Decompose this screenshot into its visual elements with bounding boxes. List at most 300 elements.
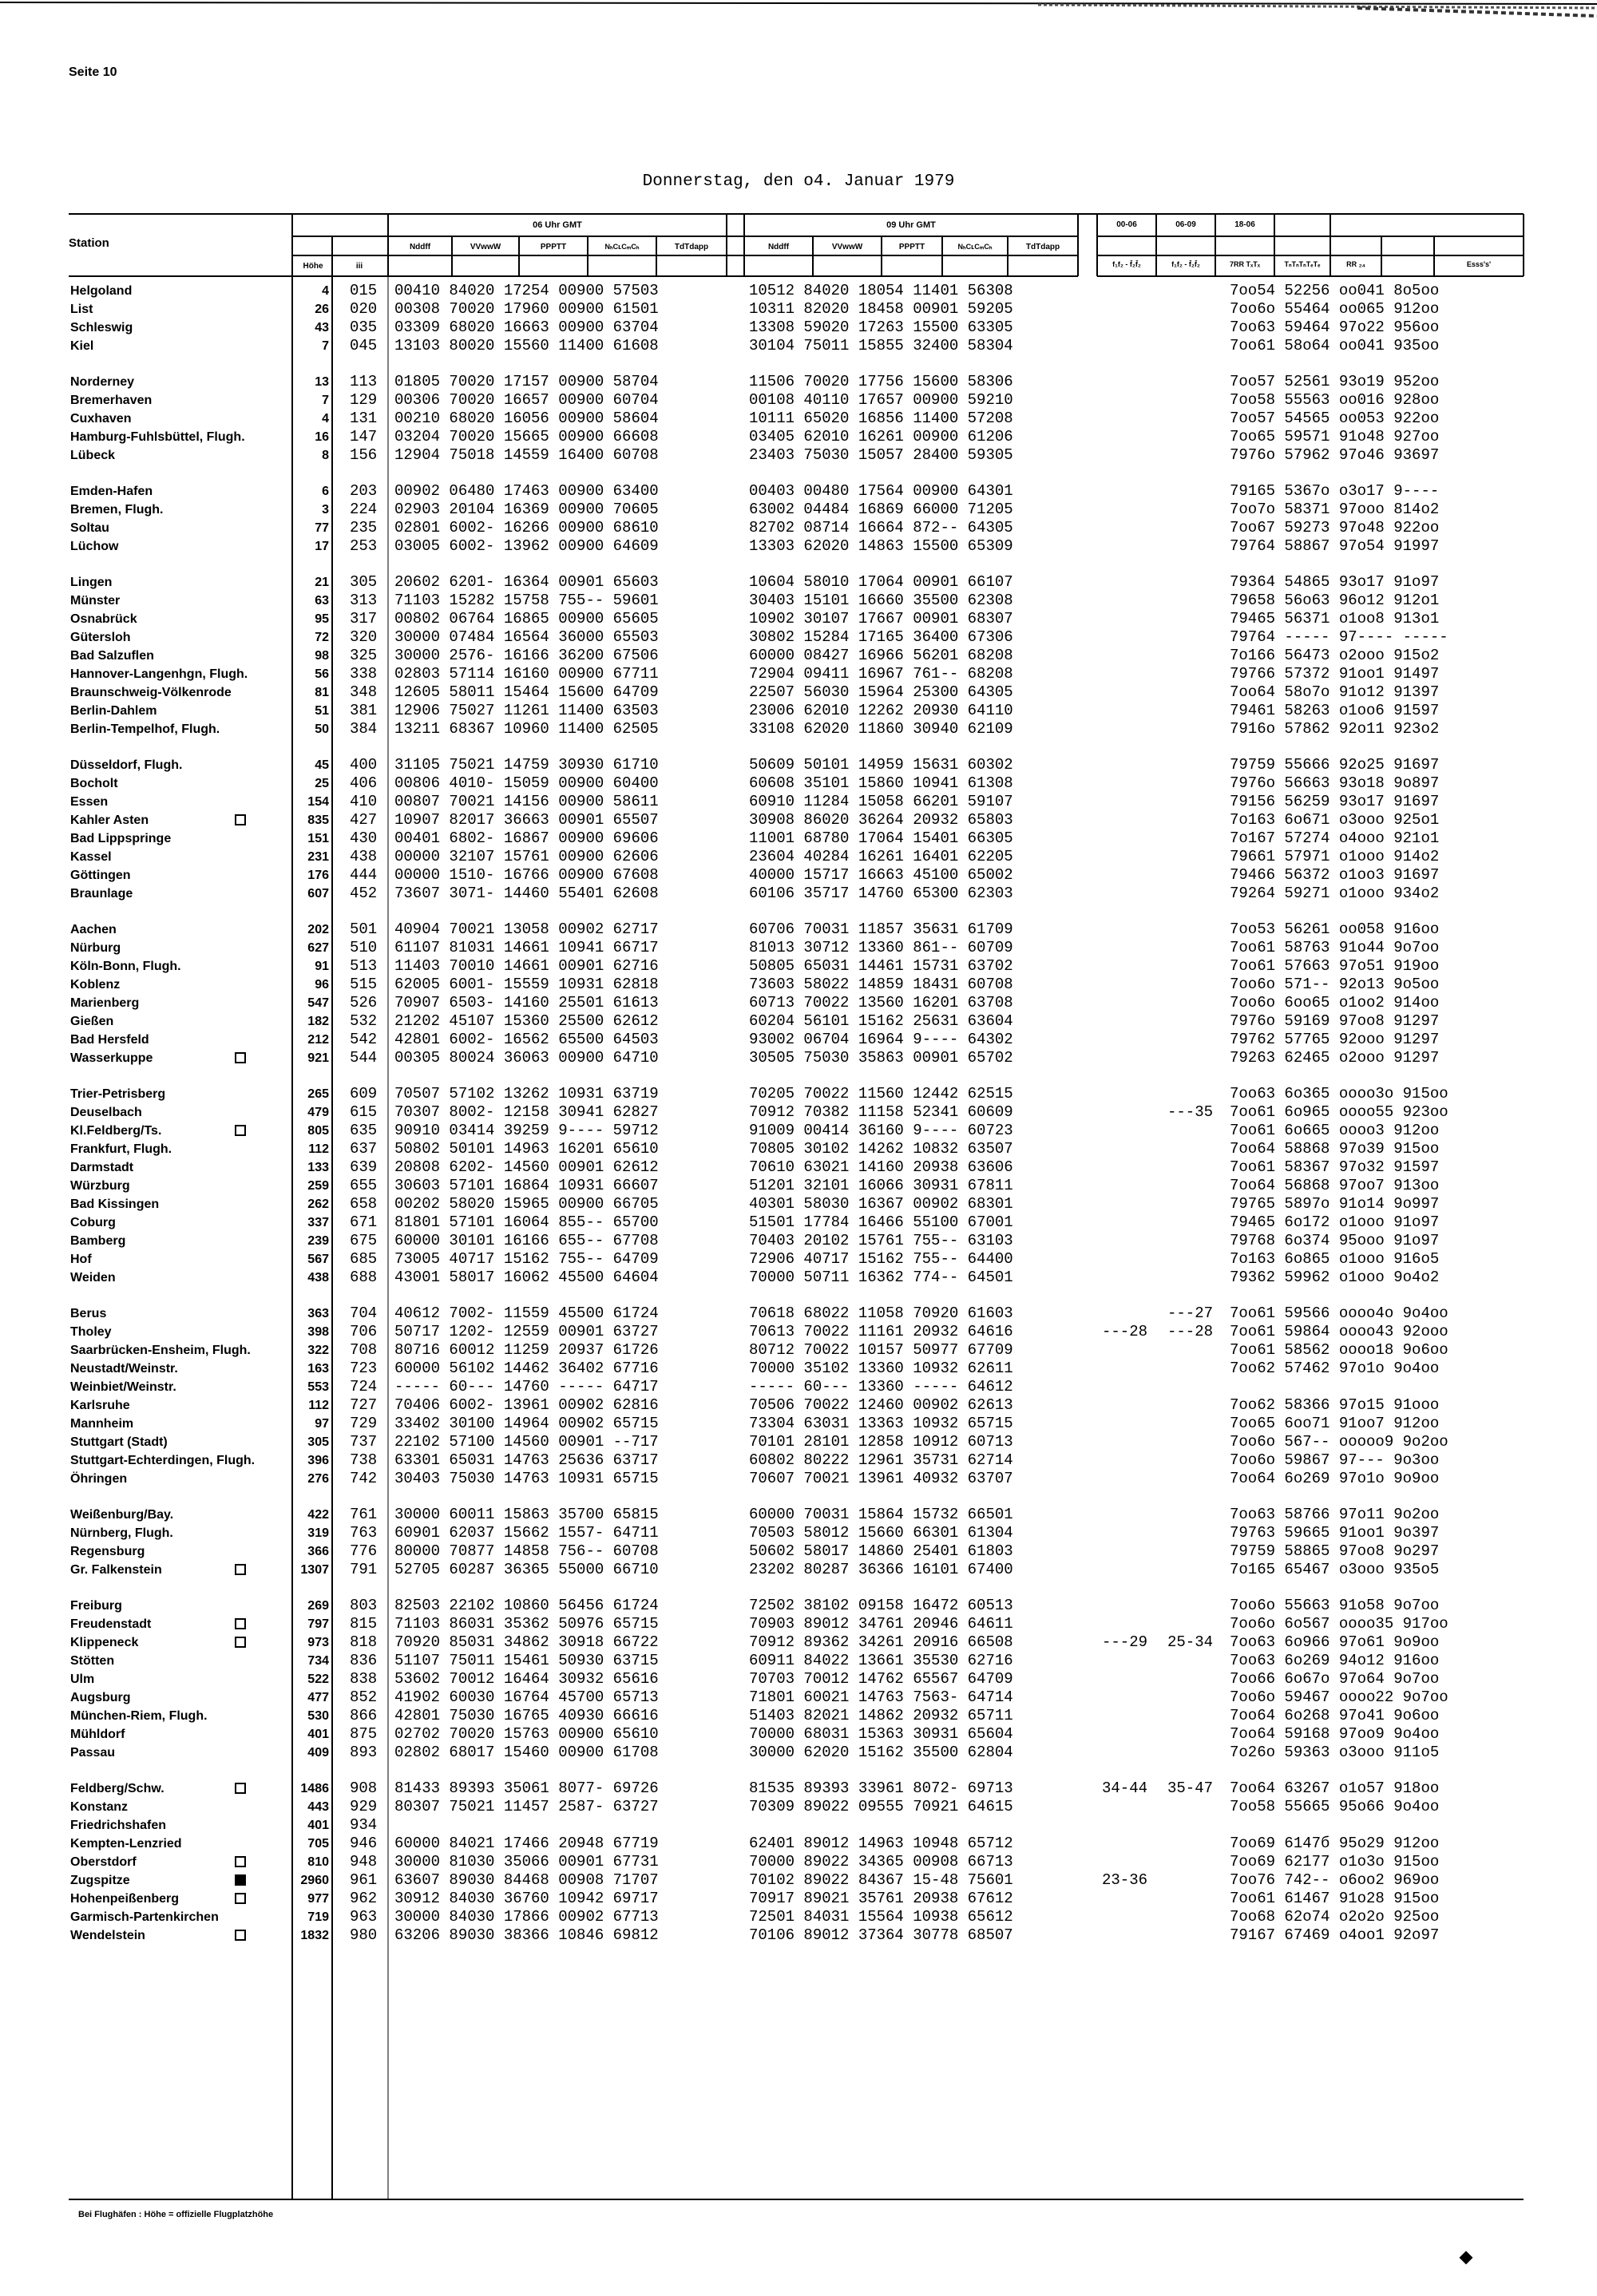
obs-06-gmt: 30000 60011 15863 35700 65815 — [394, 1506, 659, 1523]
station-name-text: Würzburg — [70, 1179, 130, 1193]
table-row — [0, 446, 1597, 465]
station-name-text: Weinbiet/Weinstr. — [70, 1380, 176, 1394]
header-extra-col: TₙTₙTₙTₑTₑ — [1284, 260, 1321, 268]
table-row — [0, 1158, 1597, 1177]
station-index: 803 — [350, 1597, 378, 1614]
station-index: 963 — [350, 1908, 378, 1926]
obs-18-06: 7o167 57274 o4ooo 921o1 — [1230, 829, 1440, 847]
obs-18-06: 79764 58867 97o54 91997 — [1230, 537, 1440, 555]
station-name — [70, 446, 115, 465]
station-name-text: Oberstdorf — [70, 1855, 137, 1869]
station-height: 96 — [315, 978, 329, 992]
station-height: 2960 — [300, 1874, 329, 1887]
obs-06-gmt: 41902 60030 16764 45700 65713 — [394, 1688, 659, 1706]
station-index: 035 — [350, 319, 378, 336]
station-index: 544 — [350, 1049, 378, 1067]
station-name-text: Bremen, Flugh. — [70, 503, 164, 517]
station-index: 688 — [350, 1269, 378, 1286]
obs-18-06: 7oo61 58367 97o32 91597 — [1230, 1158, 1440, 1176]
station-name — [70, 1506, 173, 1524]
obs-18-06: 7oo61 6o965 oooo55 923oo — [1230, 1103, 1448, 1121]
obs-09-gmt: 00108 40110 17657 00900 59210 — [749, 391, 1013, 409]
obs-06-gmt: 00802 06764 16865 00900 65605 — [394, 610, 659, 627]
station-index: 729 — [350, 1415, 378, 1432]
obs-09-gmt: 72502 38102 09158 16472 60513 — [749, 1597, 1013, 1614]
table-row — [0, 1140, 1597, 1158]
table-row — [0, 1250, 1597, 1269]
station-name — [70, 1633, 138, 1652]
station-index: 313 — [350, 592, 378, 609]
table-row — [0, 774, 1597, 793]
obs-09-gmt: 23403 75030 15057 28400 59305 — [749, 446, 1013, 464]
obs-06-gmt: 42801 6002- 16562 65500 64503 — [394, 1031, 659, 1048]
station-index: 384 — [350, 720, 378, 738]
station-height: 262 — [307, 1197, 329, 1211]
obs-18-06: 7oo58 55665 95o66 9o4oo — [1230, 1798, 1440, 1815]
station-name-text: Soltau — [70, 521, 109, 535]
station-name — [70, 1524, 173, 1542]
table-row — [0, 957, 1597, 976]
obs-06-gmt: 71103 15282 15758 755-- 59601 — [394, 592, 659, 609]
station-index: 948 — [350, 1853, 378, 1870]
table-row — [0, 1103, 1597, 1122]
station-index: 045 — [350, 337, 378, 354]
obs-18-06: 7oo63 58766 97o11 9o2oo — [1230, 1506, 1440, 1523]
obs-09-gmt: 81535 89393 33961 8072- 69713 — [749, 1779, 1013, 1797]
table-row — [0, 1049, 1597, 1067]
obs-09-gmt: 60910 11284 15058 66201 59107 — [749, 793, 1013, 810]
table-row — [0, 647, 1597, 665]
station-name-text: Kempten-Lenzried — [70, 1837, 182, 1851]
header-extra-col: f₁f₂ - f̄₂f̄₂ — [1171, 260, 1200, 268]
station-index: 961 — [350, 1871, 378, 1889]
station-name — [70, 1688, 131, 1707]
obs-18-06: 7oo6o 59867 97--- 9o3oo — [1230, 1451, 1440, 1469]
table-row — [0, 1232, 1597, 1250]
station-name-text: Neustadt/Weinstr. — [70, 1362, 178, 1376]
header-06-09: 06-09 — [1175, 220, 1196, 229]
mountain-station-box-icon — [235, 1930, 246, 1941]
wind-06-09: ---35 — [1167, 1103, 1214, 1121]
footnote: Bei Flughäfen : Höhe = offizielle Flugplatzhöhe — [78, 2210, 274, 2219]
obs-09-gmt: 72906 40717 15162 755-- 64400 — [749, 1250, 1013, 1268]
table-row — [0, 1542, 1597, 1561]
obs-09-gmt: 70000 68031 15363 30931 65604 — [749, 1725, 1013, 1743]
station-height: 409 — [307, 1746, 329, 1760]
station-height: 163 — [307, 1362, 329, 1376]
table-row — [0, 793, 1597, 811]
obs-18-06: 7oo6o 571-- 92o13 9o5oo — [1230, 976, 1440, 993]
station-height: 797 — [307, 1617, 329, 1631]
station-name-text: Aachen — [70, 923, 117, 936]
obs-06-gmt: 00902 06480 17463 00900 63400 — [394, 482, 659, 500]
obs-18-06: 79762 57765 92ooo 91297 — [1230, 1031, 1440, 1048]
obs-09-gmt: 70506 70022 12460 00902 62613 — [749, 1396, 1013, 1414]
station-index: 147 — [350, 428, 378, 445]
station-name — [70, 1213, 116, 1232]
station-name-text: Bamberg — [70, 1234, 126, 1248]
obs-09-gmt: 51403 82021 14862 20932 65711 — [749, 1707, 1013, 1724]
table-row — [0, 1433, 1597, 1451]
station-height: 6 — [322, 485, 329, 498]
obs-18-06: 7oo7o 58371 97ooo 814o2 — [1230, 501, 1440, 518]
station-name-text: Nürburg — [70, 941, 121, 955]
station-name — [70, 1779, 164, 1798]
station-name — [70, 337, 93, 355]
obs-09-gmt: 60713 70022 13560 16201 63708 — [749, 994, 1013, 1011]
table-row — [0, 1798, 1597, 1816]
station-name-text: List — [70, 303, 93, 316]
obs-09-gmt: 23006 62010 12262 20930 64110 — [749, 702, 1013, 719]
page-label: Seite 10 — [69, 65, 117, 79]
station-height: 705 — [307, 1837, 329, 1851]
obs-18-06: 7o165 65467 o3ooo 935o5 — [1230, 1561, 1440, 1578]
table-row — [0, 1725, 1597, 1744]
table-row — [0, 1085, 1597, 1103]
station-height: 835 — [307, 813, 329, 827]
station-name-text: Bad Salzuflen — [70, 649, 154, 663]
obs-18-06: 7oo61 6o665 oooo3 912oo — [1230, 1122, 1440, 1139]
obs-18-06: 7oo6o 567-- ooooo9 9o2oo — [1230, 1433, 1448, 1451]
header-extra-col: f₁f₂ - f̄₂f̄₂ — [1112, 260, 1141, 268]
obs-06-gmt: 02802 68017 15460 00900 61708 — [394, 1744, 659, 1761]
table-row — [0, 1908, 1597, 1926]
station-name-text: Friedrichshafen — [70, 1819, 167, 1832]
station-index: 532 — [350, 1012, 378, 1030]
station-name-text: Wendelstein — [70, 1929, 145, 1942]
station-height: 4 — [322, 412, 329, 426]
obs-09-gmt: 30403 15101 16660 35500 62308 — [749, 592, 1013, 609]
obs-06-gmt: 63301 65031 14763 25636 63717 — [394, 1451, 659, 1469]
station-height: 112 — [308, 1399, 329, 1412]
obs-09-gmt: 40000 15717 16663 45100 65002 — [749, 866, 1013, 884]
station-name-text: Berlin-Dahlem — [70, 704, 157, 718]
station-index: 763 — [350, 1524, 378, 1542]
obs-18-06: 7oo58 55563 oo016 928oo — [1230, 391, 1440, 409]
obs-18-06: 7oo6o 55464 oo065 912oo — [1230, 300, 1440, 318]
obs-18-06: 7oo76 742-- o6oo2 969oo — [1230, 1871, 1440, 1889]
station-name-text: Kl.Feldberg/Ts. — [70, 1124, 162, 1138]
station-name-text: Wasserkuppe — [70, 1051, 153, 1065]
station-index: 444 — [350, 866, 378, 884]
table-row — [0, 610, 1597, 628]
obs-18-06: 7oo63 6o966 97o61 9o9oo — [1230, 1633, 1440, 1651]
station-name — [70, 1725, 125, 1744]
mountain-station-box-icon — [235, 1637, 246, 1648]
station-index: 815 — [350, 1615, 378, 1633]
station-name — [70, 573, 112, 592]
obs-06-gmt: 53602 70012 16464 30932 65616 — [394, 1670, 659, 1688]
station-index: 962 — [350, 1890, 378, 1907]
obs-18-06: 7oo57 54565 oo053 922oo — [1230, 410, 1440, 427]
station-height: 810 — [307, 1855, 329, 1869]
station-index: 430 — [350, 829, 378, 847]
station-height: 1832 — [300, 1929, 329, 1942]
obs-18-06: 7oo69 6147б 95o29 912oo — [1230, 1835, 1440, 1852]
station-name — [70, 1908, 219, 1926]
obs-18-06: 7916o 57862 92o11 923o2 — [1230, 720, 1440, 738]
obs-09-gmt: 70000 89022 34365 00908 66713 — [749, 1853, 1013, 1870]
table-row — [0, 337, 1597, 355]
station-name — [70, 1177, 130, 1195]
obs-18-06: 7976o 59169 97oo8 91297 — [1230, 1012, 1440, 1030]
station-name — [70, 702, 157, 720]
obs-09-gmt: 70618 68022 11058 70920 61603 — [749, 1304, 1013, 1322]
obs-09-gmt: 70403 20102 15761 755-- 63103 — [749, 1232, 1013, 1249]
obs-06-gmt: 03309 68020 16663 00900 63704 — [394, 319, 659, 336]
obs-06-gmt: 03005 6002- 13962 00900 64609 — [394, 537, 659, 555]
station-height: 97 — [315, 1417, 329, 1431]
station-index: 866 — [350, 1707, 378, 1724]
station-index: 704 — [350, 1304, 378, 1322]
station-name — [70, 866, 131, 885]
station-index: 706 — [350, 1323, 378, 1340]
station-index: 929 — [350, 1798, 378, 1815]
mountain-station-box-icon — [235, 1893, 246, 1904]
table-row — [0, 665, 1597, 683]
station-name-text: Essen — [70, 795, 109, 809]
obs-06-gmt: 82503 22102 10860 56456 61724 — [394, 1597, 659, 1614]
table-row — [0, 537, 1597, 556]
station-name-text: Hannover-Langenhgn, Flugh. — [70, 667, 248, 681]
obs-06-gmt: 30603 57101 16864 10931 66607 — [394, 1177, 659, 1194]
station-name — [70, 610, 137, 628]
obs-06-gmt: 60000 56102 14462 36402 67716 — [394, 1360, 659, 1377]
obs-06-gmt: 00306 70020 16657 00900 60704 — [394, 391, 659, 409]
station-height: 43 — [315, 321, 329, 335]
obs-18-06: 7o166 56473 o2ooo 915o2 — [1230, 647, 1440, 664]
obs-18-06: 79764 ----- 97---- ----- — [1230, 628, 1448, 646]
obs-09-gmt: 81013 30712 13360 861-- 60709 — [749, 939, 1013, 956]
station-height: 112 — [308, 1142, 329, 1156]
station-name — [70, 1341, 251, 1360]
obs-09-gmt: 40301 58030 16367 00902 68301 — [749, 1195, 1013, 1213]
table-row — [0, 1670, 1597, 1688]
station-name-text: Mannheim — [70, 1417, 134, 1431]
obs-09-gmt: 60204 56101 15162 25631 63604 — [749, 1012, 1013, 1030]
obs-09-gmt: 93002 06704 16964 9---- 64302 — [749, 1031, 1013, 1048]
obs-06-gmt: 02803 57114 16160 00900 67711 — [394, 665, 659, 683]
obs-06-gmt: 30912 84030 36760 10942 69717 — [394, 1890, 659, 1907]
obs-06-gmt: 00202 58020 15965 00900 66705 — [394, 1195, 659, 1213]
station-index: 015 — [350, 282, 378, 299]
station-height: 1307 — [300, 1563, 329, 1577]
station-height: 363 — [307, 1307, 329, 1320]
station-name — [70, 1378, 176, 1396]
station-name — [70, 1542, 145, 1561]
station-height: 26 — [315, 303, 329, 316]
wind-00-06: ---28 — [1102, 1323, 1148, 1340]
station-index: 235 — [350, 519, 378, 536]
station-height: 154 — [307, 795, 329, 809]
station-height: 45 — [315, 758, 329, 772]
obs-09-gmt: ----- 60--- 13360 ----- 64612 — [749, 1378, 1013, 1395]
station-index: 253 — [350, 537, 378, 555]
station-name-text: Garmisch-Partenkirchen — [70, 1910, 219, 1924]
table-row — [0, 1012, 1597, 1031]
station-height: 16 — [315, 430, 329, 444]
mountain-station-box-icon — [235, 1618, 246, 1629]
table-row — [0, 282, 1597, 300]
station-index: 020 — [350, 300, 378, 318]
station-index: 875 — [350, 1725, 378, 1743]
obs-06-gmt: 81801 57101 16064 855-- 65700 — [394, 1213, 659, 1231]
station-name-text: Passau — [70, 1746, 116, 1760]
obs-09-gmt: 10902 30107 17667 00901 68307 — [749, 610, 1013, 627]
obs-06-gmt: 11403 70010 14661 00901 62716 — [394, 957, 659, 975]
station-name-text: Bad Hersfeld — [70, 1033, 149, 1047]
station-name — [70, 1615, 151, 1633]
obs-18-06: 79264 59271 o1ooo 934o2 — [1230, 885, 1440, 902]
station-height: 13 — [315, 375, 329, 389]
station-name — [70, 647, 154, 665]
obs-06-gmt: 63607 89030 84468 00908 71707 — [394, 1871, 659, 1889]
station-name — [70, 793, 108, 811]
station-name — [70, 482, 153, 501]
station-height: 305 — [307, 1435, 329, 1449]
station-name-text: Klippeneck — [70, 1636, 139, 1649]
station-name-text: Kiel — [70, 339, 94, 353]
station-index: 836 — [350, 1652, 378, 1669]
station-index: 427 — [350, 811, 378, 829]
obs-09-gmt: 30000 62020 15162 35500 62804 — [749, 1744, 1013, 1761]
station-height: 401 — [307, 1728, 329, 1741]
obs-09-gmt: 70503 58012 15660 66301 61304 — [749, 1524, 1013, 1542]
station-height: 7 — [322, 339, 329, 353]
station-height: 231 — [307, 850, 329, 864]
header-09-uhr: 09 Uhr GMT — [886, 220, 936, 230]
table-row — [0, 1633, 1597, 1652]
table-row — [0, 1853, 1597, 1871]
obs-18-06: 7oo6o 55663 91o58 9o7oo — [1230, 1597, 1440, 1614]
station-name-text: Cuxhaven — [70, 412, 132, 426]
obs-18-06: 7oo61 58562 oooo18 9o6oo — [1230, 1341, 1448, 1359]
obs-06-gmt: 73607 3071- 14460 55401 62608 — [394, 885, 659, 902]
station-index: 438 — [350, 848, 378, 865]
station-height: 63 — [315, 594, 329, 608]
obs-09-gmt: 30908 86020 36264 20932 65803 — [749, 811, 1013, 829]
station-name-text: Braunlage — [70, 887, 133, 901]
station-height: 91 — [315, 960, 329, 973]
obs-06-gmt: 70907 6503- 14160 25501 61613 — [394, 994, 659, 1011]
table-row — [0, 756, 1597, 774]
obs-18-06: 7o26o 59363 o3ooo 911o5 — [1230, 1744, 1440, 1761]
obs-06-gmt: 70920 85031 34862 30918 66722 — [394, 1633, 659, 1651]
table-row — [0, 1031, 1597, 1049]
station-name-text: Konstanz — [70, 1800, 128, 1814]
obs-09-gmt: 70912 70382 11158 52341 60609 — [749, 1103, 1013, 1121]
obs-06-gmt: 02903 20104 16369 00900 70605 — [394, 501, 659, 518]
station-name-text: Freiburg — [70, 1599, 122, 1613]
station-name — [70, 1561, 162, 1579]
station-height: 21 — [315, 576, 329, 589]
table-row — [0, 519, 1597, 537]
station-name-text: Emden-Hafen — [70, 485, 153, 498]
table-row — [0, 1615, 1597, 1633]
obs-06-gmt: 30403 75030 14763 10931 65715 — [394, 1470, 659, 1487]
station-height: 202 — [307, 923, 329, 936]
station-name-text: Nürnberg, Flugh. — [70, 1526, 173, 1540]
obs-06-gmt: 30000 81030 35066 00901 67731 — [394, 1853, 659, 1870]
table-row — [0, 994, 1597, 1012]
table-row — [0, 720, 1597, 738]
station-name — [70, 1396, 130, 1415]
obs-06-gmt: 12605 58011 15464 15600 64709 — [394, 683, 659, 701]
obs-18-06: 79465 6o172 o1ooo 91o97 — [1230, 1213, 1440, 1231]
obs-09-gmt: 10311 82020 18458 00901 59205 — [749, 300, 1013, 318]
table-row — [0, 1835, 1597, 1853]
station-name — [70, 1835, 182, 1853]
station-name-text: Kassel — [70, 850, 112, 864]
obs-18-06: 79765 5897o 91o14 9o997 — [1230, 1195, 1440, 1213]
station-name — [70, 1031, 149, 1049]
obs-06-gmt: 80716 60012 11259 20937 61726 — [394, 1341, 659, 1359]
table-row — [0, 683, 1597, 702]
obs-06-gmt: 31105 75021 14759 30930 61710 — [394, 756, 659, 774]
station-name — [70, 1433, 168, 1451]
station-name-text: Zugspitze — [70, 1874, 130, 1887]
obs-09-gmt: 60000 08427 16966 56201 68208 — [749, 647, 1013, 664]
obs-09-gmt: 70000 35102 13360 10932 62611 — [749, 1360, 1013, 1377]
station-height: 734 — [307, 1654, 329, 1668]
table-row — [0, 1506, 1597, 1524]
obs-18-06: 79658 56o63 96o12 912o1 — [1230, 592, 1440, 609]
obs-06-gmt: 50802 50101 14963 16201 65610 — [394, 1140, 659, 1158]
obs-09-gmt: 60000 70031 15864 15732 66501 — [749, 1506, 1013, 1523]
station-name-text: Osnabrück — [70, 612, 137, 626]
table-row — [0, 1470, 1597, 1488]
obs-09-gmt: 70102 89022 84367 15-48 75601 — [749, 1871, 1013, 1889]
station-name — [70, 1269, 116, 1287]
obs-18-06: 7oo67 59273 97o48 922oo — [1230, 519, 1440, 536]
obs-09-gmt: 70805 30102 14262 10832 63507 — [749, 1140, 1013, 1158]
station-index: 708 — [350, 1341, 378, 1359]
station-name — [70, 829, 171, 848]
obs-09-gmt: 10111 65020 16856 11400 57208 — [749, 410, 1013, 427]
station-index: 113 — [350, 373, 378, 390]
station-name — [70, 683, 232, 702]
obs-06-gmt: 70406 6002- 13961 00902 62816 — [394, 1396, 659, 1414]
station-index: 675 — [350, 1232, 378, 1249]
header-06-col: TdTdapp — [674, 243, 709, 251]
obs-09-gmt: 70912 89362 34261 20916 66508 — [749, 1633, 1013, 1651]
table-row — [0, 1926, 1597, 1945]
obs-18-06: 7oo66 6o67o 97o64 9o7oo — [1230, 1670, 1440, 1688]
mountain-station-box-icon — [235, 1564, 246, 1575]
obs-18-06: 7oo68 62o74 o2o2o 925oo — [1230, 1908, 1440, 1926]
wind-00-06: 34-44 — [1102, 1779, 1148, 1797]
obs-18-06: 7oo6o 6o567 oooo35 917oo — [1230, 1615, 1448, 1633]
station-name — [70, 1451, 255, 1470]
table-row — [0, 319, 1597, 337]
station-name — [70, 885, 133, 903]
station-name-text: Karlsruhe — [70, 1399, 130, 1412]
table-row — [0, 939, 1597, 957]
station-name-text: Hof — [70, 1253, 92, 1266]
station-index: 320 — [350, 628, 378, 646]
station-name — [70, 592, 120, 610]
obs-06-gmt: 13103 80020 15560 11400 61608 — [394, 337, 659, 354]
obs-18-06: 7oo64 58o7o 91o12 91397 — [1230, 683, 1440, 701]
obs-18-06: 7oo63 59464 97o22 956oo — [1230, 319, 1440, 336]
station-height: 627 — [307, 941, 329, 955]
obs-18-06: 79759 58865 97oo8 9o297 — [1230, 1542, 1440, 1560]
obs-18-06: 79364 54865 93o17 91o97 — [1230, 573, 1440, 591]
obs-06-gmt: 10907 82017 36663 00901 65507 — [394, 811, 659, 829]
station-name — [70, 1103, 142, 1122]
obs-18-06: 79768 6o374 95ooo 91o97 — [1230, 1232, 1440, 1249]
obs-09-gmt: 11001 68780 17064 15401 66305 — [749, 829, 1013, 847]
